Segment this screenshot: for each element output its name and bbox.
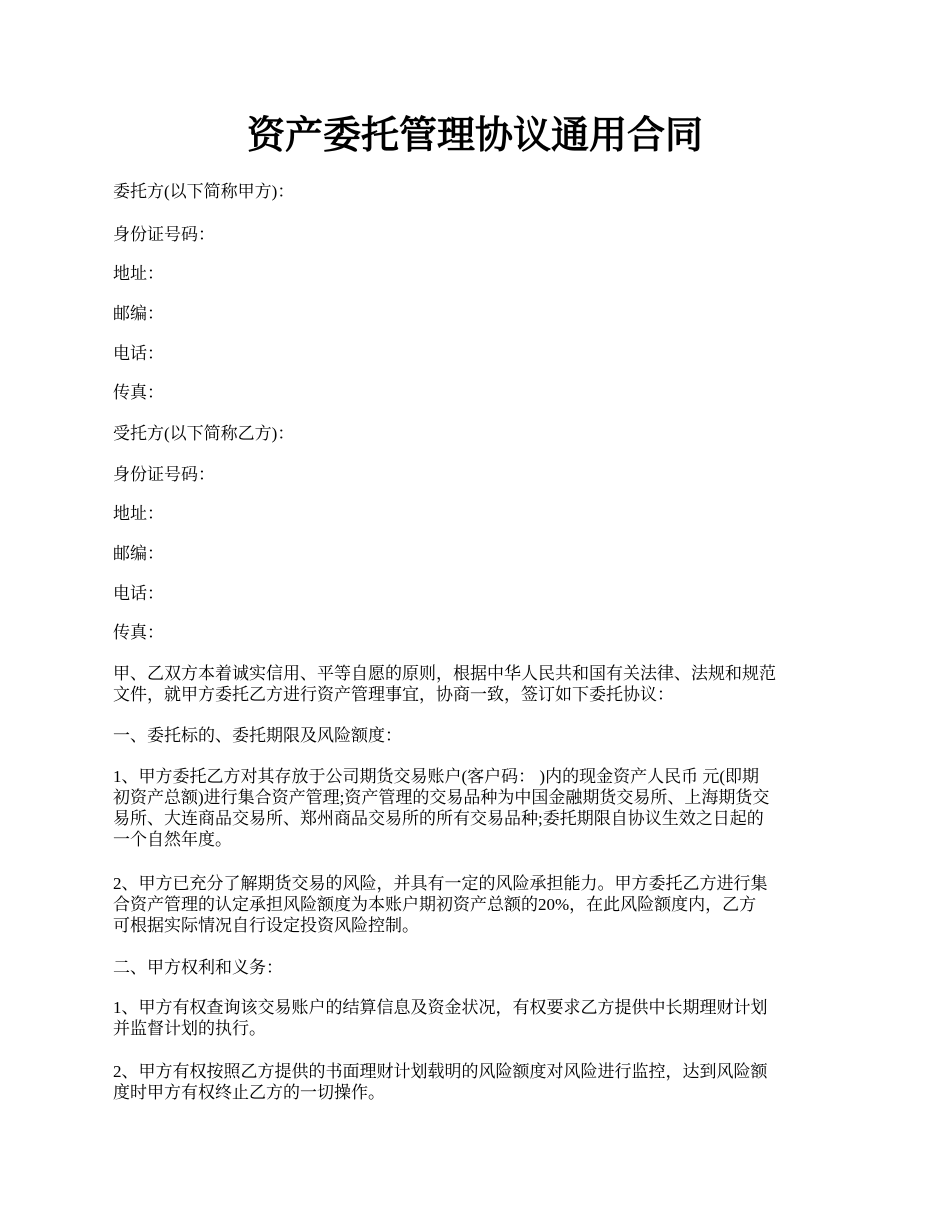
preamble-line: 文件，就甲方委托乙方进行资产管理事宜，协商一致，签订如下委托协议： (113, 685, 674, 704)
party-a-id-number: 身份证号码： (113, 225, 215, 244)
party-a-postcode: 邮编： (113, 304, 164, 323)
clause-line: 初资产总额)进行集合资产管理;资产管理的交易品种为中国金融期货交易所、上海期货交 (113, 788, 770, 807)
party-a-fax: 传真： (113, 383, 164, 402)
document-title: 资产委托管理协议通用合同 (246, 115, 703, 157)
section-1-clause-1 (113, 766, 843, 850)
party-a-address: 地址： (113, 264, 164, 283)
clause-line: 一个自然年度。 (113, 830, 232, 849)
party-a-heading: 委托方(以下简称甲方)： (113, 182, 295, 201)
preamble-line: 甲、乙双方本着诚实信用、平等自愿的原则，根据中华人民共和国有关法律、法规和规范 (113, 664, 776, 683)
clause-line: 1、甲方有权查询该交易账户的结算信息及资金状况，有权要求乙方提供中长期理财计划 (113, 998, 768, 1017)
clause-line: 2、甲方已充分了解期货交易的风险，并具有一定的风险承担能力。甲方委托乙方进行集 (113, 874, 768, 893)
party-b-heading: 受托方(以下简称乙方)： (113, 424, 295, 443)
clause-line: 易所、大连商品交易所、郑州商品交易所的所有交易品种;委托期限自协议生效之日起的 (113, 809, 764, 828)
section-2-clause-2 (113, 1061, 843, 1103)
section-1-heading: 一、委托标的、委托期限及风险额度： (113, 726, 402, 745)
party-b-fax: 传真： (113, 623, 164, 642)
party-b-postcode: 邮编： (113, 544, 164, 563)
party-b-address: 地址： (113, 504, 164, 523)
party-a-phone: 电话： (113, 344, 164, 363)
party-b-phone: 电话： (113, 584, 164, 603)
clause-line: 可根据实际情况自行设定投资风险控制。 (113, 916, 419, 935)
clause-line: 2、甲方有权按照乙方提供的书面理财计划载明的风险额度对风险进行监控，达到风险额 (113, 1062, 768, 1081)
clause-line: 1、甲方委托乙方对其存放于公司期货交易账户(客户码： )内的现金资产人民币 元(即期 (113, 767, 759, 786)
clause-line: 合资产管理的认定承担风险额度为本账户期初资产总额的20%，在此风险额度内，乙方 (113, 895, 757, 914)
clause-line: 度时甲方有权终止乙方的一切操作。 (113, 1083, 385, 1102)
section-2-heading: 二、甲方权利和义务： (113, 958, 283, 977)
preamble-paragraph (113, 663, 843, 705)
section-1-clause-2 (113, 873, 843, 936)
section-2-clause-1 (113, 997, 843, 1039)
party-b-id-number: 身份证号码： (113, 465, 215, 484)
clause-line: 并监督计划的执行。 (113, 1019, 266, 1038)
